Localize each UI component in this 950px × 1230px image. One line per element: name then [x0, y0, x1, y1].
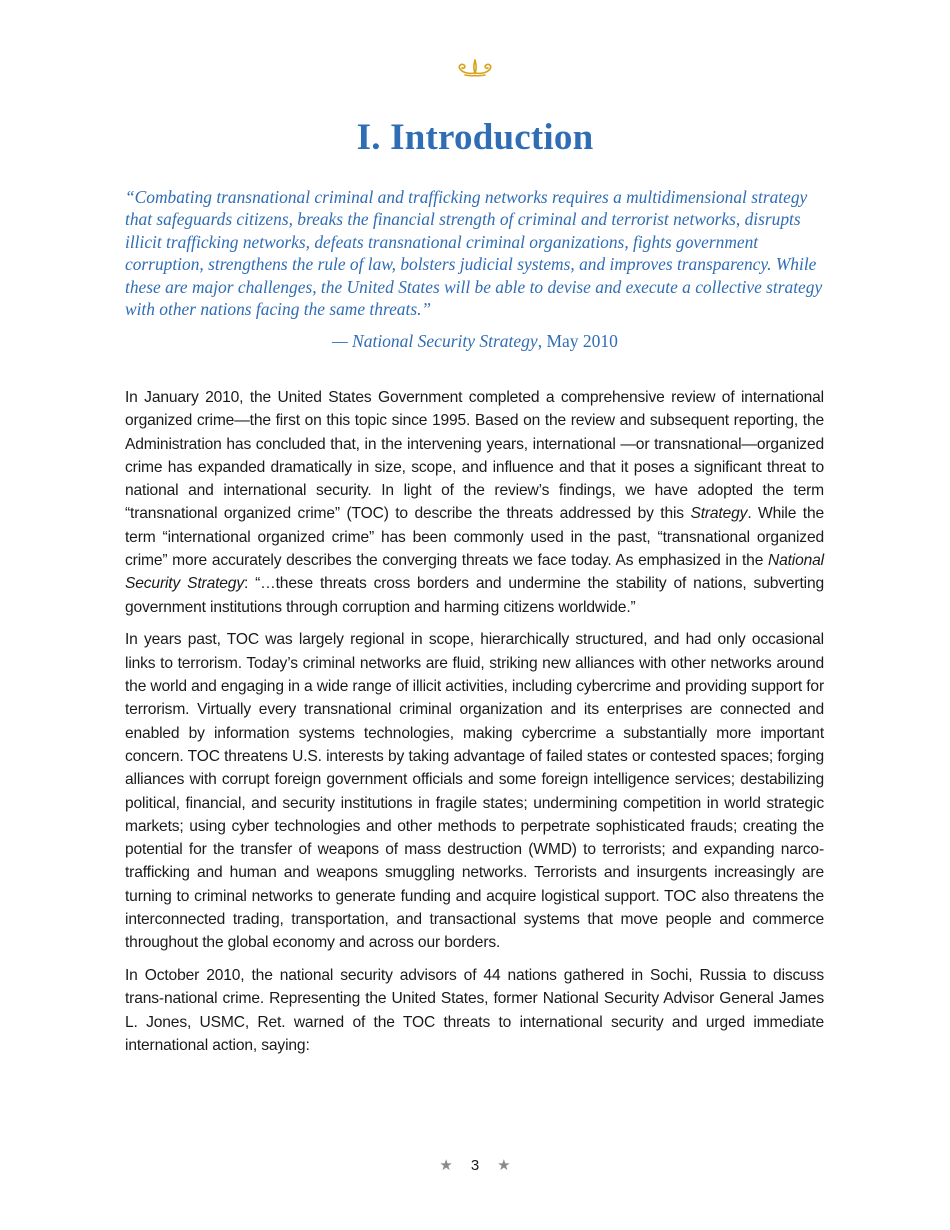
epigraph-attribution: [0, 331, 950, 352]
paragraph-2: In years past, TOC was largely regional in scope, hierarchically structured, and had only occasional links to terrorism. Today’s criminal networks are fluid, striking new alliances with other networks around the world and engaging in a wide range of illicit activities, including cybercrime and providing support for terrorism. Virtually every transnational criminal organization and its enterprises are connected and enabled by information systems technologies, making cybercrime a substantially more important concern. TOC threatens U.S. interests by taking advantage of failed states or contested spaces; forging alliances with corrupt foreign government officials and some foreign intelligence services; destabilizing political, financial, and security institutions in fragile states; undermining competition in world strategic markets; using cyber technologies and other methods to perpetrate sophisticated frauds; creating the potential for the transfer of weapons of mass destruction (WMD) to terrorists; and expanding narco-trafficking and human and weapons smuggling networks. Terrorists and insurgents increasingly are turning to criminal networks to generate funding and acquire logistical support. TOC also threatens the interconnected trading, transportation, and transactional systems that move people and commerce throughout the global economy and across our borders.: [125, 631, 824, 952]
epigraph-quote: “Combating transnational criminal and trafficking networks requires a multidimensional strategy that safeguards citizens, breaks the financial strength of criminal and terrorist networks, disrupts illicit trafficking networks, defeats transnational criminal organizations, fights government corruption, strengthens the rule of law, bolsters judicial systems, and improves transparency. While these are major challenges, the United States will be able to devise and execute a collective strategy with other nations facing the same threats.”: [125, 187, 823, 320]
paragraph-1-emphasis-nss: National Security Strategy: [125, 552, 824, 593]
paragraph-3: In October 2010, the national security advisors of 44 nations gathered in Sochi, Russia to discuss trans-national crime. Representing the United States, former National Security Advisor General James L. Jones, USMC, Ret. warned of the TOC threats to international security and urged immediate international action, saying:: [125, 967, 824, 1055]
star-icon: ★: [439, 1157, 453, 1174]
page-footer: [0, 1156, 950, 1174]
flourish-ornament-icon: [0, 56, 950, 86]
paragraph-1-part-c: : “…these threats cross borders and undermine the stability of nations, subverting government institutions through corruption and harming citizens worldwide.”: [125, 575, 825, 616]
paragraph-1-part-b: . While the term “international organized crime” has been commonly used in the past, “transnational organized crime” more accurately describes the converging threats we face today. As emphasized in the: [125, 505, 824, 570]
body-text: [125, 386, 824, 1067]
page-number: 3: [470, 1157, 480, 1174]
star-icon: ★: [497, 1157, 511, 1174]
paragraph-1: [125, 386, 824, 619]
paragraph-1-part-a: In January 2010, the United States Government completed a comprehensive review of international organized crime—the first on this topic since 1995. Based on the review and subsequent reporting, the Administration has concluded that, in the intervening years, international —or transnational—organized crime has expanded dramatically in size, scope, and influence and that it poses a significant threat to national and international security. In light of the review’s findings, we have adopted the term “transnational organized crime” (TOC) to describe the threats addressed by this: [125, 389, 824, 523]
attribution-source: — National Security Strategy: [332, 331, 538, 351]
paragraph-1-emphasis-strategy: Strategy: [690, 505, 748, 523]
attribution-date: , May 2010: [537, 331, 618, 351]
chapter-title: I. Introduction: [356, 117, 594, 158]
